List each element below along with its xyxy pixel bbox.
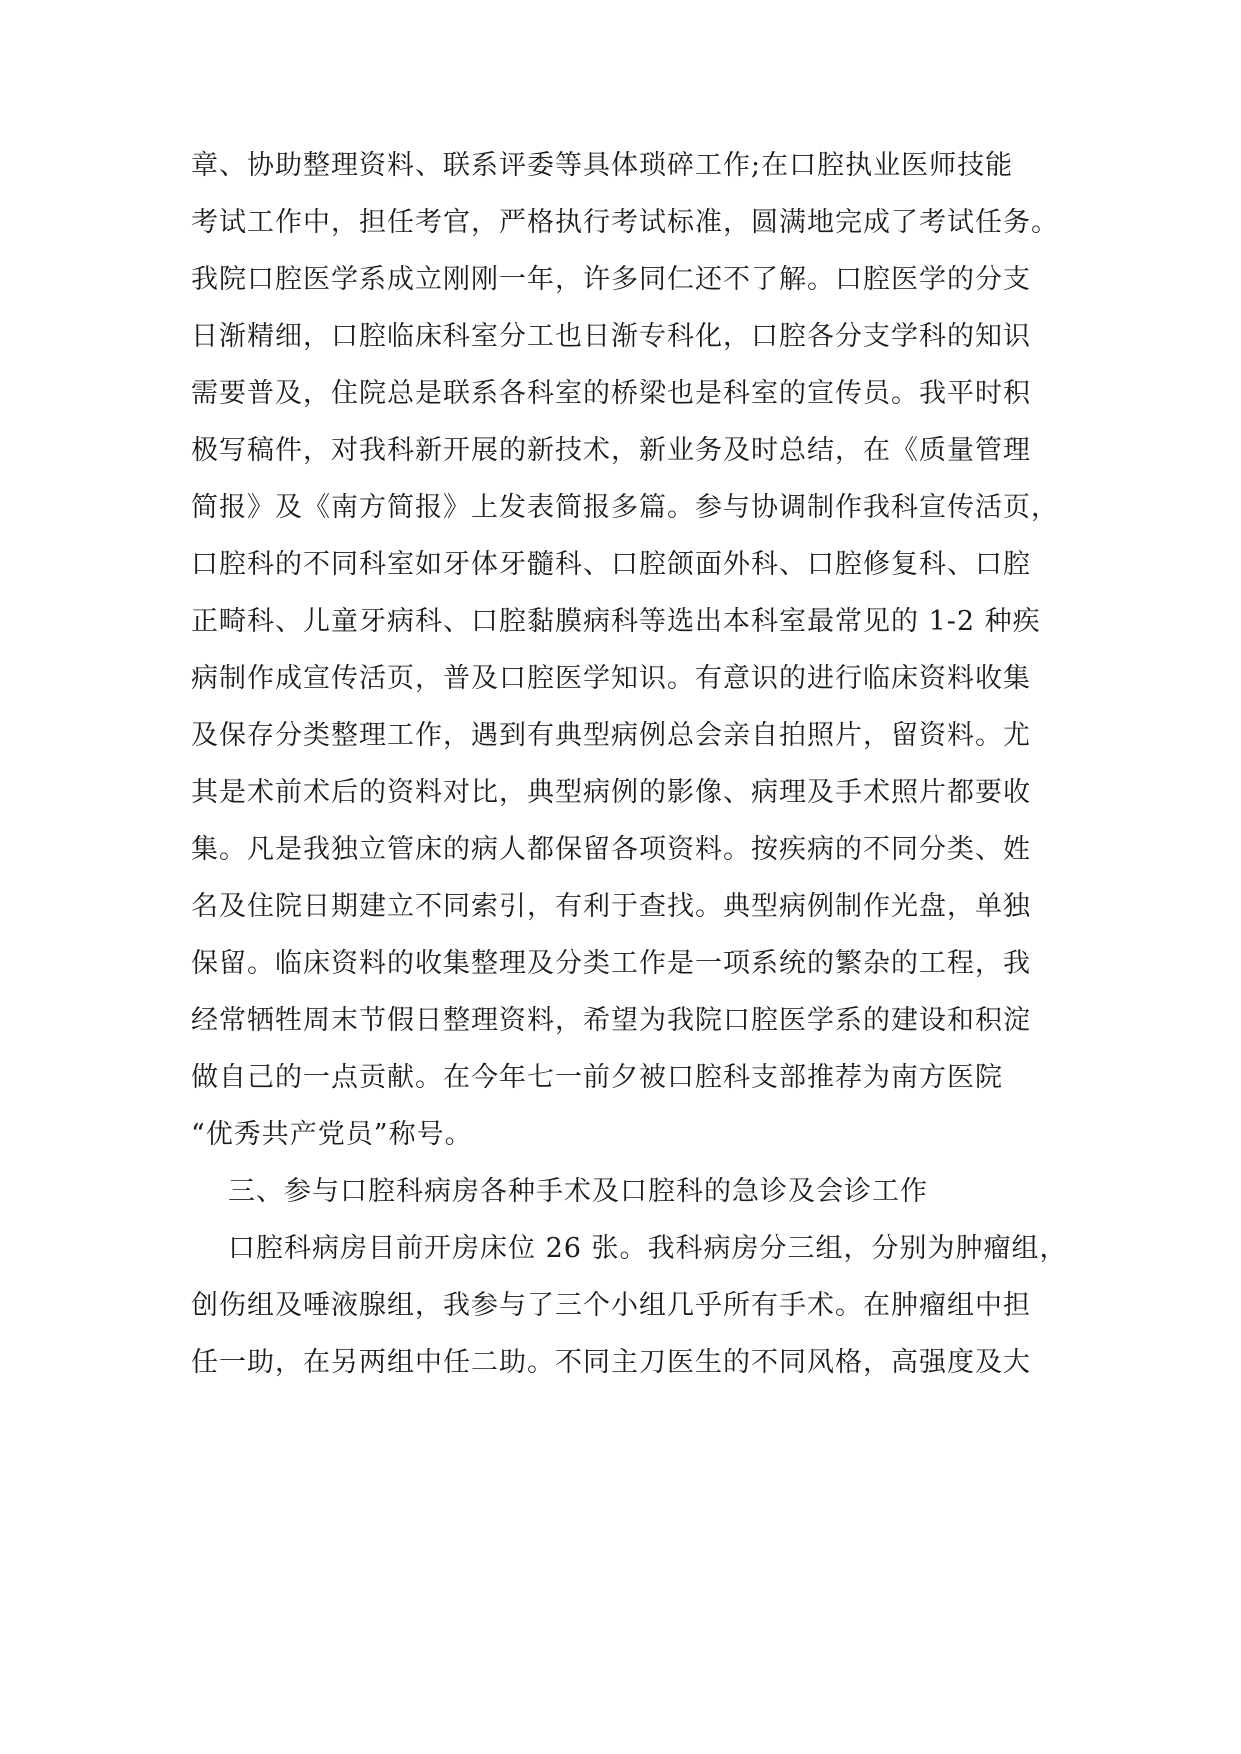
text-line: 日渐精细，口腔临床科室分工也日渐专科化，口腔各分支学科的知识	[191, 321, 1031, 352]
text-line: 保留。临床资料的收集整理及分类工作是一项系统的繁杂的工程，我	[191, 948, 1031, 979]
text-line: 创伤组及唾液腺组，我参与了三个小组几乎所有手术。在肿瘤组中担	[191, 1290, 1031, 1321]
text-line: “优秀共产党员”称号。	[191, 1119, 473, 1150]
text-line: 其是术前术后的资料对比，典型病例的影像、病理及手术照片都要收	[191, 777, 1031, 808]
text-line: 做自己的一点贡献。在今年七一前夕被口腔科支部推荐为南方医院	[191, 1062, 1003, 1093]
text-line: 考试工作中，担任考官，严格执行考试标准，圆满地完成了考试任务。	[191, 207, 1059, 238]
text-line: 经常牺牲周末节假日整理资料，希望为我院口腔医学系的建设和积淀	[191, 1005, 1031, 1036]
text-line: 极写稿件，对我科新开展的新技术，新业务及时总结，在《质量管理	[191, 435, 1031, 466]
paragraph-first-line: 口腔科病房目前开房床位 26 张。我科病房分三组，分别为肿瘤组，	[228, 1233, 1068, 1264]
text-line: 我院口腔医学系成立刚刚一年，许多同仁还不了解。口腔医学的分支	[191, 264, 1031, 295]
text-line: 任一助，在另两组中任二助。不同主刀医生的不同风格，高强度及大	[191, 1347, 1031, 1378]
text-line: 集。凡是我独立管床的病人都保留各项资料。按疾病的不同分类、姓	[191, 834, 1031, 865]
text-line: 需要普及，住院总是联系各科室的桥梁也是科室的宣传员。我平时积	[191, 378, 1031, 409]
text-line: 口腔科的不同科室如牙体牙髓科、口腔颌面外科、口腔修复科、口腔	[191, 549, 1031, 580]
text-line: 正畸科、儿童牙病科、口腔黏膜病科等选出本科室最常见的 1-2 种疾	[191, 606, 1041, 637]
text-line: 及保存分类整理工作，遇到有典型病例总会亲自拍照片，留资料。尤	[191, 720, 1031, 751]
section-heading: 三、参与口腔科病房各种手术及口腔科的急诊及会诊工作	[228, 1176, 928, 1207]
text-line: 章、协助整理资料、联系评委等具体琐碎工作;在口腔执业医师技能	[191, 150, 1014, 181]
text-line: 病制作成宣传活页，普及口腔医学知识。有意识的进行临床资料收集	[191, 663, 1031, 694]
text-line: 简报》及《南方简报》上发表简报多篇。参与协调制作我科宣传活页，	[191, 492, 1059, 523]
text-line: 名及住院日期建立不同索引，有利于查找。典型病例制作光盘，单独	[191, 891, 1031, 922]
